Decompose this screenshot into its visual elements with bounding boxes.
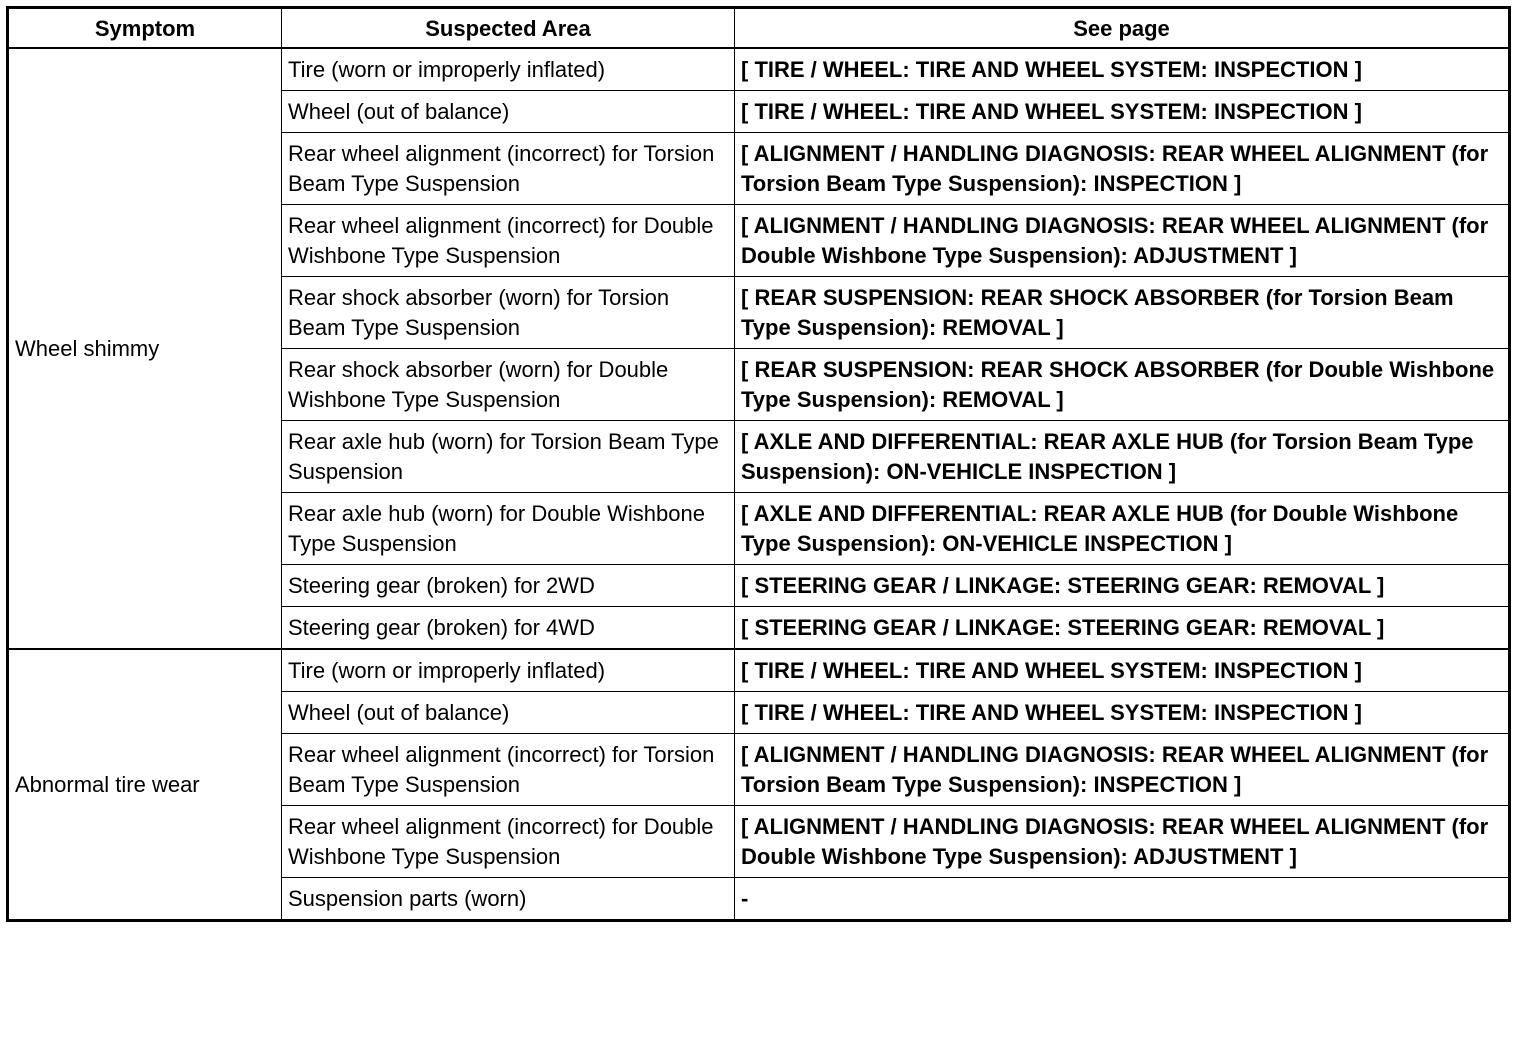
- see-page-reference-cell: [ ALIGNMENT / HANDLING DIAGNOSIS: REAR WHEEL ALIGNMENT (for Torsion Beam Type Suspension): INSPECTION ]: [735, 734, 1510, 806]
- diagnosis-table: [6, 6, 1511, 922]
- header-see-page: See page: [735, 8, 1510, 49]
- suspected-area-cell: Rear axle hub (worn) for Torsion Beam Type Suspension: [282, 421, 735, 493]
- suspected-area-cell: Wheel (out of balance): [282, 91, 735, 133]
- suspected-area-cell: Suspension parts (worn): [282, 878, 735, 921]
- see-page-reference-cell: [ ALIGNMENT / HANDLING DIAGNOSIS: REAR WHEEL ALIGNMENT (for Torsion Beam Type Suspension): INSPECTION ]: [735, 133, 1510, 205]
- suspected-area-cell: Steering gear (broken) for 4WD: [282, 607, 735, 650]
- see-page-reference-cell: [ TIRE / WHEEL: TIRE AND WHEEL SYSTEM: INSPECTION ]: [735, 649, 1510, 692]
- see-page-reference-cell: [ TIRE / WHEEL: TIRE AND WHEEL SYSTEM: INSPECTION ]: [735, 48, 1510, 91]
- suspected-area-cell: Rear wheel alignment (incorrect) for Double Wishbone Type Suspension: [282, 205, 735, 277]
- symptom-cell: Abnormal tire wear: [8, 649, 282, 921]
- see-page-reference-cell: [ AXLE AND DIFFERENTIAL: REAR AXLE HUB (for Double Wishbone Type Suspension): ON-VEHICLE INSPECTION ]: [735, 493, 1510, 565]
- table-row: [8, 48, 1510, 91]
- suspected-area-cell: Steering gear (broken) for 2WD: [282, 565, 735, 607]
- suspected-area-cell: Rear wheel alignment (incorrect) for Torsion Beam Type Suspension: [282, 734, 735, 806]
- see-page-reference-cell: [ AXLE AND DIFFERENTIAL: REAR AXLE HUB (for Torsion Beam Type Suspension): ON-VEHICLE INSPECTION ]: [735, 421, 1510, 493]
- header-row: [8, 8, 1510, 49]
- see-page-reference-cell: [ TIRE / WHEEL: TIRE AND WHEEL SYSTEM: INSPECTION ]: [735, 91, 1510, 133]
- header-symptom: Symptom: [8, 8, 282, 49]
- suspected-area-cell: Tire (worn or improperly inflated): [282, 649, 735, 692]
- see-page-reference-cell: [ TIRE / WHEEL: TIRE AND WHEEL SYSTEM: INSPECTION ]: [735, 692, 1510, 734]
- suspected-area-cell: Rear wheel alignment (incorrect) for Double Wishbone Type Suspension: [282, 806, 735, 878]
- see-page-reference-cell: -: [735, 878, 1510, 921]
- see-page-reference-cell: [ STEERING GEAR / LINKAGE: STEERING GEAR: REMOVAL ]: [735, 565, 1510, 607]
- see-page-reference-cell: [ ALIGNMENT / HANDLING DIAGNOSIS: REAR WHEEL ALIGNMENT (for Double Wishbone Type Suspension): ADJUSTMENT ]: [735, 806, 1510, 878]
- see-page-reference-cell: [ REAR SUSPENSION: REAR SHOCK ABSORBER (for Double Wishbone Type Suspension): REMOVAL ]: [735, 349, 1510, 421]
- suspected-area-cell: Rear shock absorber (worn) for Double Wishbone Type Suspension: [282, 349, 735, 421]
- see-page-reference-cell: [ REAR SUSPENSION: REAR SHOCK ABSORBER (for Torsion Beam Type Suspension): REMOVAL ]: [735, 277, 1510, 349]
- see-page-reference-cell: [ ALIGNMENT / HANDLING DIAGNOSIS: REAR WHEEL ALIGNMENT (for Double Wishbone Type Suspension): ADJUSTMENT ]: [735, 205, 1510, 277]
- suspected-area-cell: Tire (worn or improperly inflated): [282, 48, 735, 91]
- symptom-cell: Wheel shimmy: [8, 48, 282, 649]
- suspected-area-cell: Wheel (out of balance): [282, 692, 735, 734]
- suspected-area-cell: Rear shock absorber (worn) for Torsion Beam Type Suspension: [282, 277, 735, 349]
- table-body: [8, 48, 1510, 921]
- suspected-area-cell: Rear axle hub (worn) for Double Wishbone Type Suspension: [282, 493, 735, 565]
- suspected-area-cell: Rear wheel alignment (incorrect) for Torsion Beam Type Suspension: [282, 133, 735, 205]
- header-suspected-area: Suspected Area: [282, 8, 735, 49]
- see-page-reference-cell: [ STEERING GEAR / LINKAGE: STEERING GEAR: REMOVAL ]: [735, 607, 1510, 650]
- table-row: [8, 649, 1510, 692]
